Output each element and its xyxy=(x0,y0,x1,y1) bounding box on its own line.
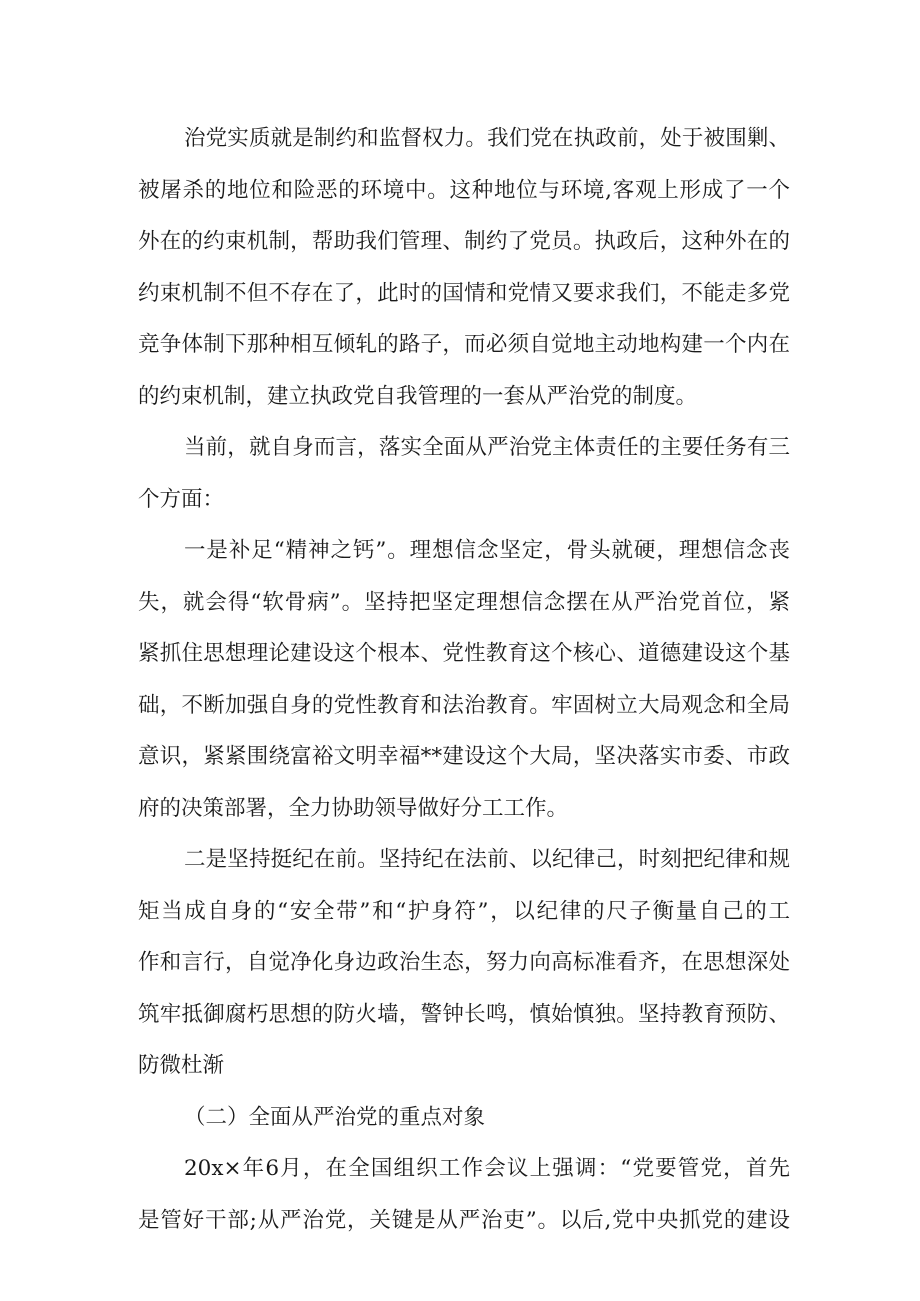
text-line: 治党实质就是制约和监督权力。我们党在执政前，处于被围剿、 xyxy=(184,126,790,151)
text-line: 紧抓住思想理论建设这个根本、党性教育这个核心、道德建设这个基 xyxy=(138,641,790,666)
text-line: 防微杜渐 xyxy=(138,1053,225,1078)
text-line: 20x×年6月，在全国组织工作会议上强调：“党要管党，首先 xyxy=(184,1156,790,1181)
text-line: 失，就会得“软骨病”。坚持把坚定理想信念摆在从严治党首位，紧 xyxy=(138,589,790,615)
text-line: 个方面： xyxy=(138,486,225,512)
text-line: 的约束机制，建立执政党自我管理的一套从严治党的制度。 xyxy=(138,383,698,409)
text-line: 竞争体制下那种相互倾轧的路子，而必须自觉地主动地构建一个内在 xyxy=(138,332,790,357)
text-line: 矩当成自身的“安全带”和“护身符”，以纪律的尺子衡量自己的工 xyxy=(138,898,790,924)
text-line: 础，不断加强自身的党性教育和法治教育。牢固树立大局观念和全局 xyxy=(138,692,790,718)
body-text xyxy=(138,113,790,1246)
text-line: 筑牢抵御腐朽思想的防火墙，警钟长鸣，慎始慎独。坚持教育预防、 xyxy=(138,1001,790,1027)
text-line: 外在的约束机制，帮助我们管理、制约了党员。执政后，这种外在的 xyxy=(138,229,790,254)
text-line: 二是坚持挺纪在前。坚持纪在法前、以纪律己，时刻把纪律和规 xyxy=(184,847,790,872)
section-heading: （二）全面从严治党的重点对象 xyxy=(184,1104,486,1130)
text-line: 是管好干部;从严治党，关键是从严治吏”。以后,党中央抓党的建设 xyxy=(138,1207,790,1233)
text-line: 作和言行，自觉净化身边政治生态，努力向高标准看齐，在思想深处 xyxy=(138,950,790,975)
text-line: 约束机制不但不存在了，此时的国情和党情又要求我们，不能走多党 xyxy=(138,280,790,306)
text-line: 被屠杀的地位和险恶的环境中。这种地位与环境,客观上形成了一个 xyxy=(138,177,790,203)
text-line: 当前，就自身而言，落实全面从严治党主体责任的主要任务有三 xyxy=(184,435,790,460)
text-line: 意识，紧紧围绕富裕文明幸福**建设这个大局，坚决落实市委、市政 xyxy=(138,744,790,769)
text-line: 一是补足“精神之钙”。理想信念坚定，骨头就硬，理想信念丧 xyxy=(184,538,790,563)
text-line: 府的决策部署，全力协助领导做好分工工作。 xyxy=(138,795,569,821)
